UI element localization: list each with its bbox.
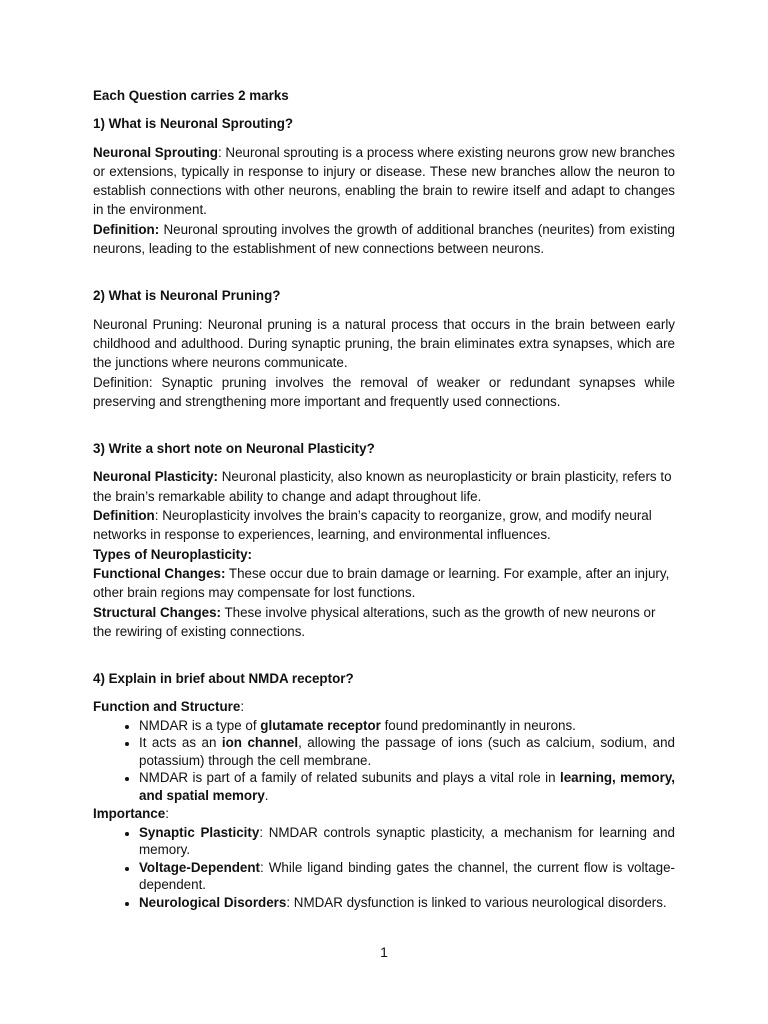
q1-title: 1) What is Neuronal Sprouting? [93,116,294,132]
q4-importance [93,804,675,823]
q3-structural [93,603,675,642]
q4-i3-b: Neurological Disorders [139,894,287,910]
q1-def-text: Neuronal sprouting involves the growth of additional branches (neurites) from existing neurons, leading to the establishment of new connections between neurons. [93,221,675,257]
q2-title: 2) What is Neuronal Pruning? [93,288,281,304]
list-item [139,894,675,912]
q4-i1-c: : NMDAR controls synaptic plasticity, a mechanism for learning and memory. [139,824,675,858]
q1-term: Neuronal Sprouting [93,144,218,160]
spacer [93,411,675,439]
q1-definition [93,220,675,259]
q1-text: : Neuronal sprouting is a process where existing neurons grow new branches or extensions, typically in response to injury or disease. These new branches allow the neuron to establish connections with other neurons, enabling the brain to rewire itself and adapt to changes in the environment. [93,144,675,218]
q3-term: Neuronal Plasticity: [93,469,219,485]
q4-title: 4) Explain in brief about NMDA receptor? [93,671,354,687]
q4-imp-term: Importance [93,806,166,822]
q4-b3-c: . [264,787,269,803]
q4-i3-c: : NMDAR dysfunction is linked to various neurological disorders. [286,894,667,910]
q3-def-term: Definition [93,508,155,524]
q1-def-term: Definition: [93,221,160,237]
q4-b1-c: found predominantly in neurons. [380,717,576,733]
list-item [139,734,675,769]
q4-b2-c: , allowing the passage of ions (such as calcium, sodium, and potassium) through the cell membrane. [139,735,676,768]
q2-paragraph: Neuronal Pruning: Neuronal pruning is a natural process that occurs in the brain between early childhood and adulthood. During synaptic pruning, the brain eliminates extra synapses, which are the junctions where neurons communicate. [93,316,675,371]
q3-paragraph [93,467,675,506]
q4-fs-colon: : [240,699,245,715]
q4-importance-list [93,824,675,912]
q2-definition: Definition: Synaptic pruning involves the removal of weaker or redundant synapses while preserving and strengthening more important and frequently used connections. [93,374,675,409]
list-item [139,824,675,859]
q3-definition [93,506,675,545]
q3-functional [93,564,675,603]
q3-text: Neuronal plasticity, also known as neuroplasticity or brain plasticity, refers to the brain’s remarkable ability to change and adapt throughout life. [93,469,672,504]
q4-imp-colon: : [165,806,169,822]
q3-func-term: Functional Changes: [93,565,226,581]
q3-title: 3) Write a short note on Neuronal Plasticity? [93,441,375,457]
q4-b2-a: It acts as an [139,735,222,751]
q3-struct-text: These involve physical alterations, such as the growth of new neurons or the rewiring of existing connections. [93,604,656,639]
list-item [139,769,675,804]
marks-header: Each Question carries 2 marks [93,88,289,103]
spacer [93,641,675,669]
q4-function-structure [93,697,675,716]
q3-func-text: These occur due to brain damage or learning. For example, after an injury, other brain regions may compensate for lost functions. [93,565,670,601]
q4-b1-a: NMDAR is a type of [139,717,261,733]
q3-struct-term: Structural Changes: [93,604,221,620]
q3-types-title: Types of Neuroplasticity: [93,546,252,562]
q3-def-text: : Neuroplasticity involves the brain’s capacity to reorganize, grow, and modify neural networks in response to experiences, learning, and environmental influences. [93,508,652,543]
q4-b3-b: learning, memory, and spatial memory [139,770,675,803]
q4-b1-b: glutamate receptor [260,717,381,733]
q4-i2-b: Voltage-Dependent [139,859,261,875]
q4-b2-b: ion channel [221,735,299,751]
list-item [139,859,675,894]
document-body [93,86,675,911]
q4-b3-a: NMDAR is part of a family of related subunits and plays a vital role in [139,770,560,786]
page-number: 1 [380,944,388,960]
q4-i2-c: : While ligand binding gates the channel, the current flow is voltage-dependent. [139,859,675,893]
list-item [139,717,675,735]
q4-fs-term: Function and Structure [93,699,241,715]
q4-i1-b: Synaptic Plasticity [139,824,260,840]
spacer [93,258,675,286]
q1-paragraph [93,143,675,220]
q4-function-list [93,717,675,805]
